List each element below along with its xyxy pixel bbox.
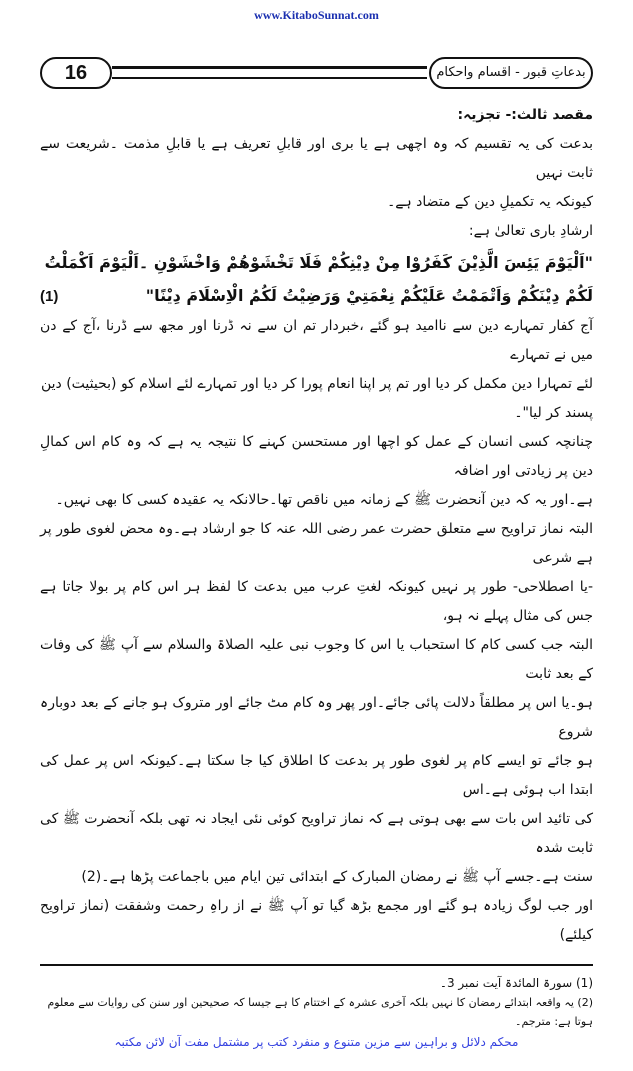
footnote-divider [40, 964, 593, 966]
promo-line: محکم دلائل و براہین سے مزین متنوع و منفرد کتب پر مشتمل مفت آن لائن مکتبہ [114, 1035, 519, 1049]
page-header [40, 57, 593, 89]
text-line: سنت ہے۔جسے آپ ﷺ نے رمضان المبارک کے ابتدائی تین ایام میں باجماعت پڑھا ہے۔(2) [81, 869, 593, 885]
book-title: بدعاتِ قبور - اقسام واحکام [429, 57, 593, 89]
text-line: چنانچہ کسی انسان کے عمل کو اچھا اور مستحسن کہنے کا نتیجہ یہ ہے کہ وہ کام اس کمالِ دین پر زیادتی اور اضافہ [40, 434, 593, 479]
text-line: کی تائید اس بات سے بھی ہوتی ہے کہ نماز تراویح کوئی نئی ایجاد نہ تھی بلکہ آنحضرت ﷺ کی ثابت شدہ [40, 811, 593, 856]
text-line: اور جب لوگ زیادہ ہو گئے اور مجمع بڑھ گیا تو آپ ﷺ نے از راہِ رحمت وشفقت (نماز تراویح کیلئے) [40, 898, 593, 943]
quran-verse-row [40, 279, 593, 312]
text-line: کیونکہ یہ تکمیلِ دین کے متضاد ہے۔ [387, 194, 593, 210]
text-line: ہے۔اور یہ کہ دین آنحضرت ﷺ کے زمانہ میں ناقص تھا۔حالانکہ یہ عقیدہ کسی کا بھی نہیں۔ [55, 492, 593, 508]
footnote-ref: (1) [40, 288, 59, 305]
header-rule [112, 66, 427, 79]
text-line: لئے تمہارا دین مکمل کر دیا اور تم پر اپنا انعام پورا کر دیا اور تمہارے لئے اسلام کو (بحیثیت) دین پسند کر لیا"۔ [40, 376, 593, 421]
text-line: بدعت کی یہ تقسیم کہ وہ اچھی ہے یا بری اور قابلِ تعریف ہے یا قابلِ مذمت ۔شریعت سے ثابت نہیں [40, 136, 593, 181]
section-heading: مقصد ثالث:- تجزیہ: [457, 107, 593, 123]
text-line: -یا اصطلاحی- طور پر نہیں کیونکہ لغتِ عرب میں بدعت کا لفظ ہر اس کام پر بولا جاتا ہے جس کی مثال پہلے نہ ہو، [40, 579, 593, 624]
watermark-url: www.KitaboSunnat.com [254, 8, 379, 22]
footnote: (1) سورۃ المائدۃ آیت نمبر 3۔ [439, 976, 593, 990]
text-line: آج کفار تمہارے دین سے ناامید ہو گئے ،خبردار تم ان سے نہ ڈرنا اور مجھ سے ڈرنا ،آج کے دن میں نے تمہارے [40, 318, 593, 363]
text-line: ارشادِ باری تعالیٰ ہے: [468, 223, 593, 239]
text-line: البتہ نماز تراویح سے متعلق حضرت عمر رضی اللہ عنہ کا جو ارشاد ہے۔وہ محض لغوی طور پر ہے شرعی [40, 521, 593, 566]
text-line: ہو۔یا اس پر مطلقاً دلالت پائی جائے۔اور پھر وہ کام مٹ جائے اور متروک ہو جانے کے بعد دوبارہ شروع [40, 695, 593, 740]
text-line: ہو جائے تو ایسے کام پر لغوی طور پر بدعت کا اطلاق کیا جا سکتا ہے۔کیونکہ اس پر عمل کی ابتدا اب ہوئی ہے۔اس [40, 753, 593, 798]
quran-verse-line: "اَلْيَوْمَ يَئِسَ الَّذِيْنَ كَفَرُوْا مِنْ دِيْنِكُمْ فَلَا تَخْشَوْهُمْ وَاخْشَوْنِ ۔اَلْيَوْمَ اَكْمَلْتُ [44, 253, 593, 272]
footnote: (2) یہ واقعہ ابتدائے رمضان کا نہیں بلکہ آخری عشرہ کے اختتام کا ہے جیسا کہ صحیحین اور سنن کی روایات سے معلوم ہوتا ہے: مترجم۔ [47, 996, 593, 1028]
text-line: البتہ جب کسی کام کا استحباب یا اس کا وجوب نبی علیہ الصلاۃ والسلام سے آپ ﷺ کی وفات کے بعد ثابت [40, 637, 593, 682]
page-number: 16 [40, 57, 112, 89]
quran-verse-line: لَكُمْ دِيْنَكُمْ وَاَتْمَمْتُ عَلَيْكُمْ نِعْمَتِيْ وَرَضِيْتُ لَكُمُ الْاِسْلَامَ دِيْنًا" [145, 286, 593, 305]
